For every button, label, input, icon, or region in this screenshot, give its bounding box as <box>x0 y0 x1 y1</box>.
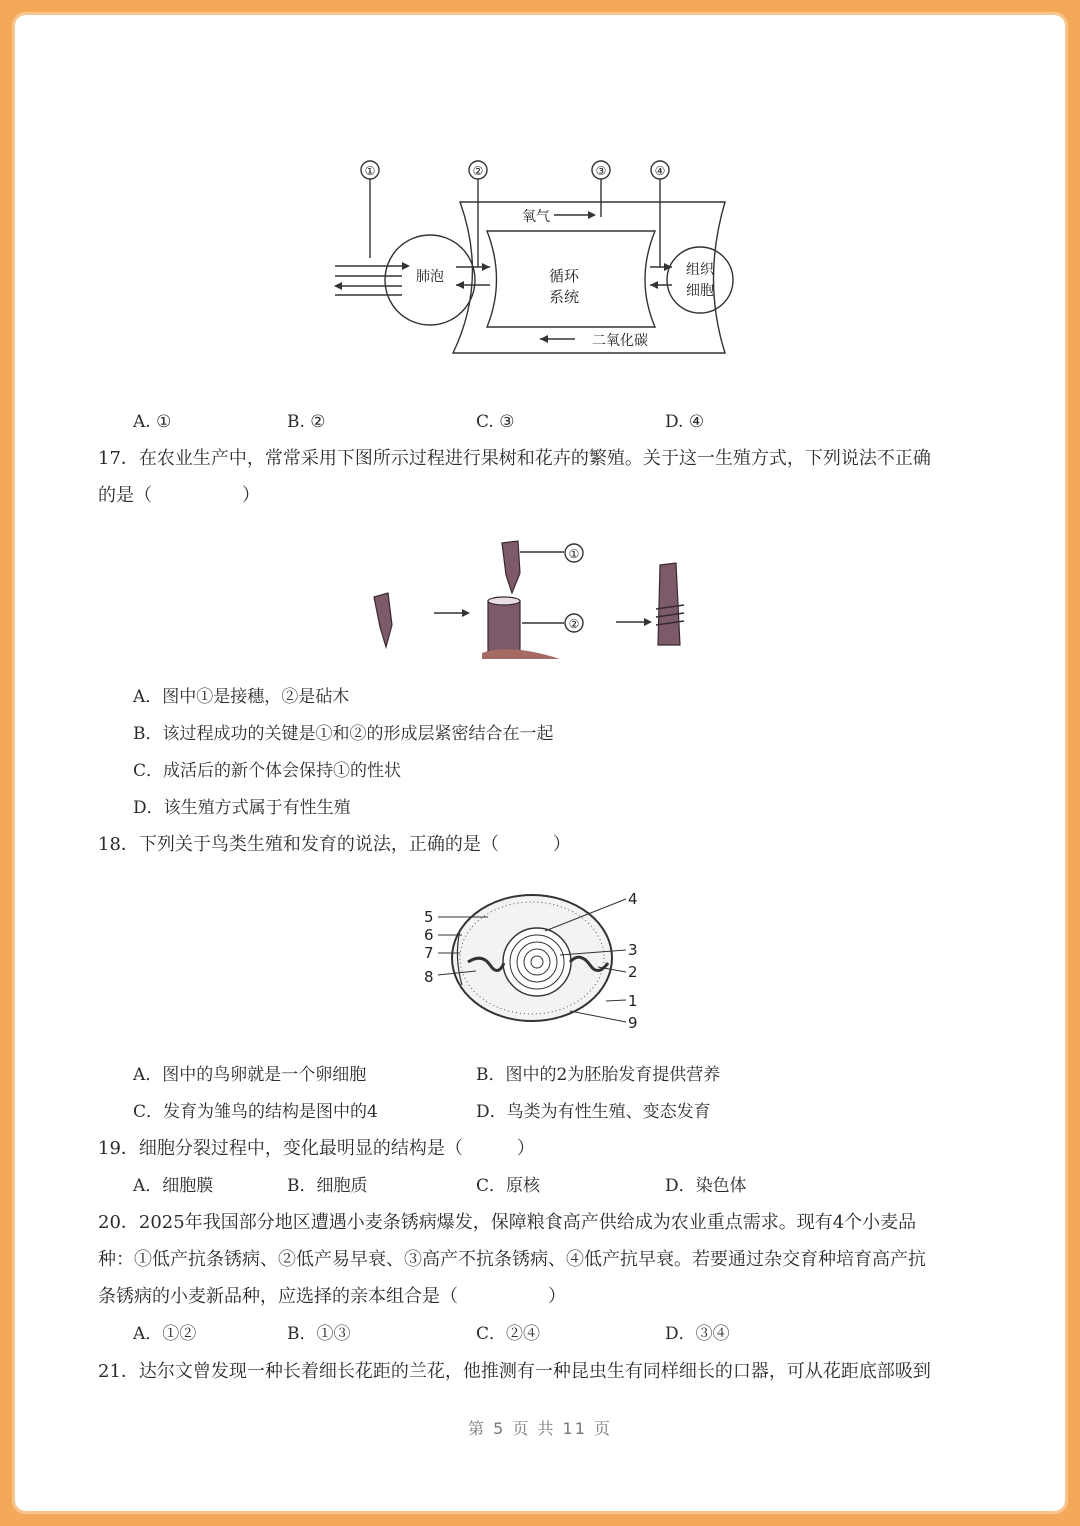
egg-label-4: 4 <box>628 890 638 908</box>
tissue-label-2: 细胞 <box>686 283 714 299</box>
q17-stem-line1: 17．在农业生产中，常常采用下图所示过程进行果树和花卉的繁殖。关于这一生殖方式，下列说法不正确 <box>98 448 931 469</box>
q20-stem-line3: 条锈病的小麦新品种，应选择的亲本组合是（ ） <box>98 1286 566 1307</box>
q19-option-b[interactable]: B．细胞质 <box>287 1176 368 1196</box>
q18-stem: 18．下列关于鸟类生殖和发育的说法，正确的是（ ） <box>98 834 571 855</box>
alveolus-label: 肺泡 <box>416 269 444 285</box>
grafting-diagram <box>360 535 720 665</box>
bird-egg-diagram <box>420 885 650 1035</box>
egg-label-6: 6 <box>424 926 434 944</box>
co2-label: 二氧化碳 <box>592 333 648 349</box>
q16-option-b[interactable]: B. ② <box>287 412 326 432</box>
q21-stem-line1: 21．达尔文曾发现一种长着细长花距的兰花，他推测有一种昆虫生有同样细长的口器，可从花距底部吸到 <box>98 1361 931 1382</box>
q17-stem-line2: 的是（ ） <box>98 485 260 506</box>
oxygen-label: 氧气 <box>522 209 550 225</box>
q19-option-d[interactable]: D．染色体 <box>665 1176 747 1196</box>
circulation-label-2: 系统 <box>548 288 580 306</box>
q17-option-c[interactable]: C．成活后的新个体会保持①的性状 <box>133 761 402 781</box>
q20-stem-line1: 20．2025年我国部分地区遭遇小麦条锈病爆发，保障粮食高产供给成为农业重点需求。现有4个小麦品 <box>98 1212 917 1233</box>
egg-label-3: 3 <box>628 941 638 959</box>
q18-option-b[interactable]: B．图中的2为胚胎发育提供营养 <box>476 1065 721 1085</box>
q18-option-a[interactable]: A．图中的鸟卵就是一个卵细胞 <box>133 1065 367 1085</box>
q16-option-d[interactable]: D. ④ <box>665 412 705 432</box>
q19-option-a[interactable]: A．细胞膜 <box>133 1176 214 1196</box>
q17-option-a[interactable]: A．图中①是接穗，②是砧木 <box>133 687 350 707</box>
q20-stem-line2: 种：①低产抗条锈病、②低产易早衰、③高产不抗条锈病、④低产抗早衰。若要通过杂交育种培育高产抗 <box>98 1249 926 1270</box>
q20-option-d[interactable]: D．③④ <box>665 1324 730 1344</box>
tissue-label-1: 组织 <box>686 262 714 278</box>
q18-option-c[interactable]: C．发育为雏鸟的结构是图中的4 <box>133 1102 378 1122</box>
circulation-label-1: 循环 <box>548 267 580 285</box>
egg-label-8: 8 <box>424 968 434 986</box>
egg-label-9: 9 <box>628 1014 638 1032</box>
q18-option-d[interactable]: D．鸟类为有性生殖、变态发育 <box>476 1102 711 1122</box>
marker-4: ④ <box>654 164 666 178</box>
page-footer: 第 5 页 共 11 页 <box>468 1419 612 1438</box>
marker-3: ③ <box>595 164 607 178</box>
q16-option-c[interactable]: C. ③ <box>476 412 515 432</box>
marker-1: ① <box>364 164 376 178</box>
graft-label-2: ② <box>568 617 580 631</box>
egg-label-1: 1 <box>628 992 638 1010</box>
q19-option-c[interactable]: C．原核 <box>476 1176 541 1196</box>
respiration-diagram <box>330 155 750 365</box>
q16-option-a[interactable]: A. ① <box>133 412 172 432</box>
egg-label-2: 2 <box>628 963 638 981</box>
q17-option-d[interactable]: D．该生殖方式属于有性生殖 <box>133 798 351 818</box>
q20-option-c[interactable]: C．②④ <box>476 1324 541 1344</box>
q19-stem: 19．细胞分裂过程中，变化最明显的结构是（ ） <box>98 1138 535 1159</box>
egg-label-5: 5 <box>424 908 434 926</box>
q17-option-b[interactable]: B．该过程成功的关键是①和②的形成层紧密结合在一起 <box>133 724 554 744</box>
egg-label-7: 7 <box>424 944 434 962</box>
q20-option-a[interactable]: A．①② <box>133 1324 197 1344</box>
marker-2: ② <box>472 164 484 178</box>
q20-option-b[interactable]: B．①③ <box>287 1324 351 1344</box>
graft-label-1: ① <box>568 547 580 561</box>
